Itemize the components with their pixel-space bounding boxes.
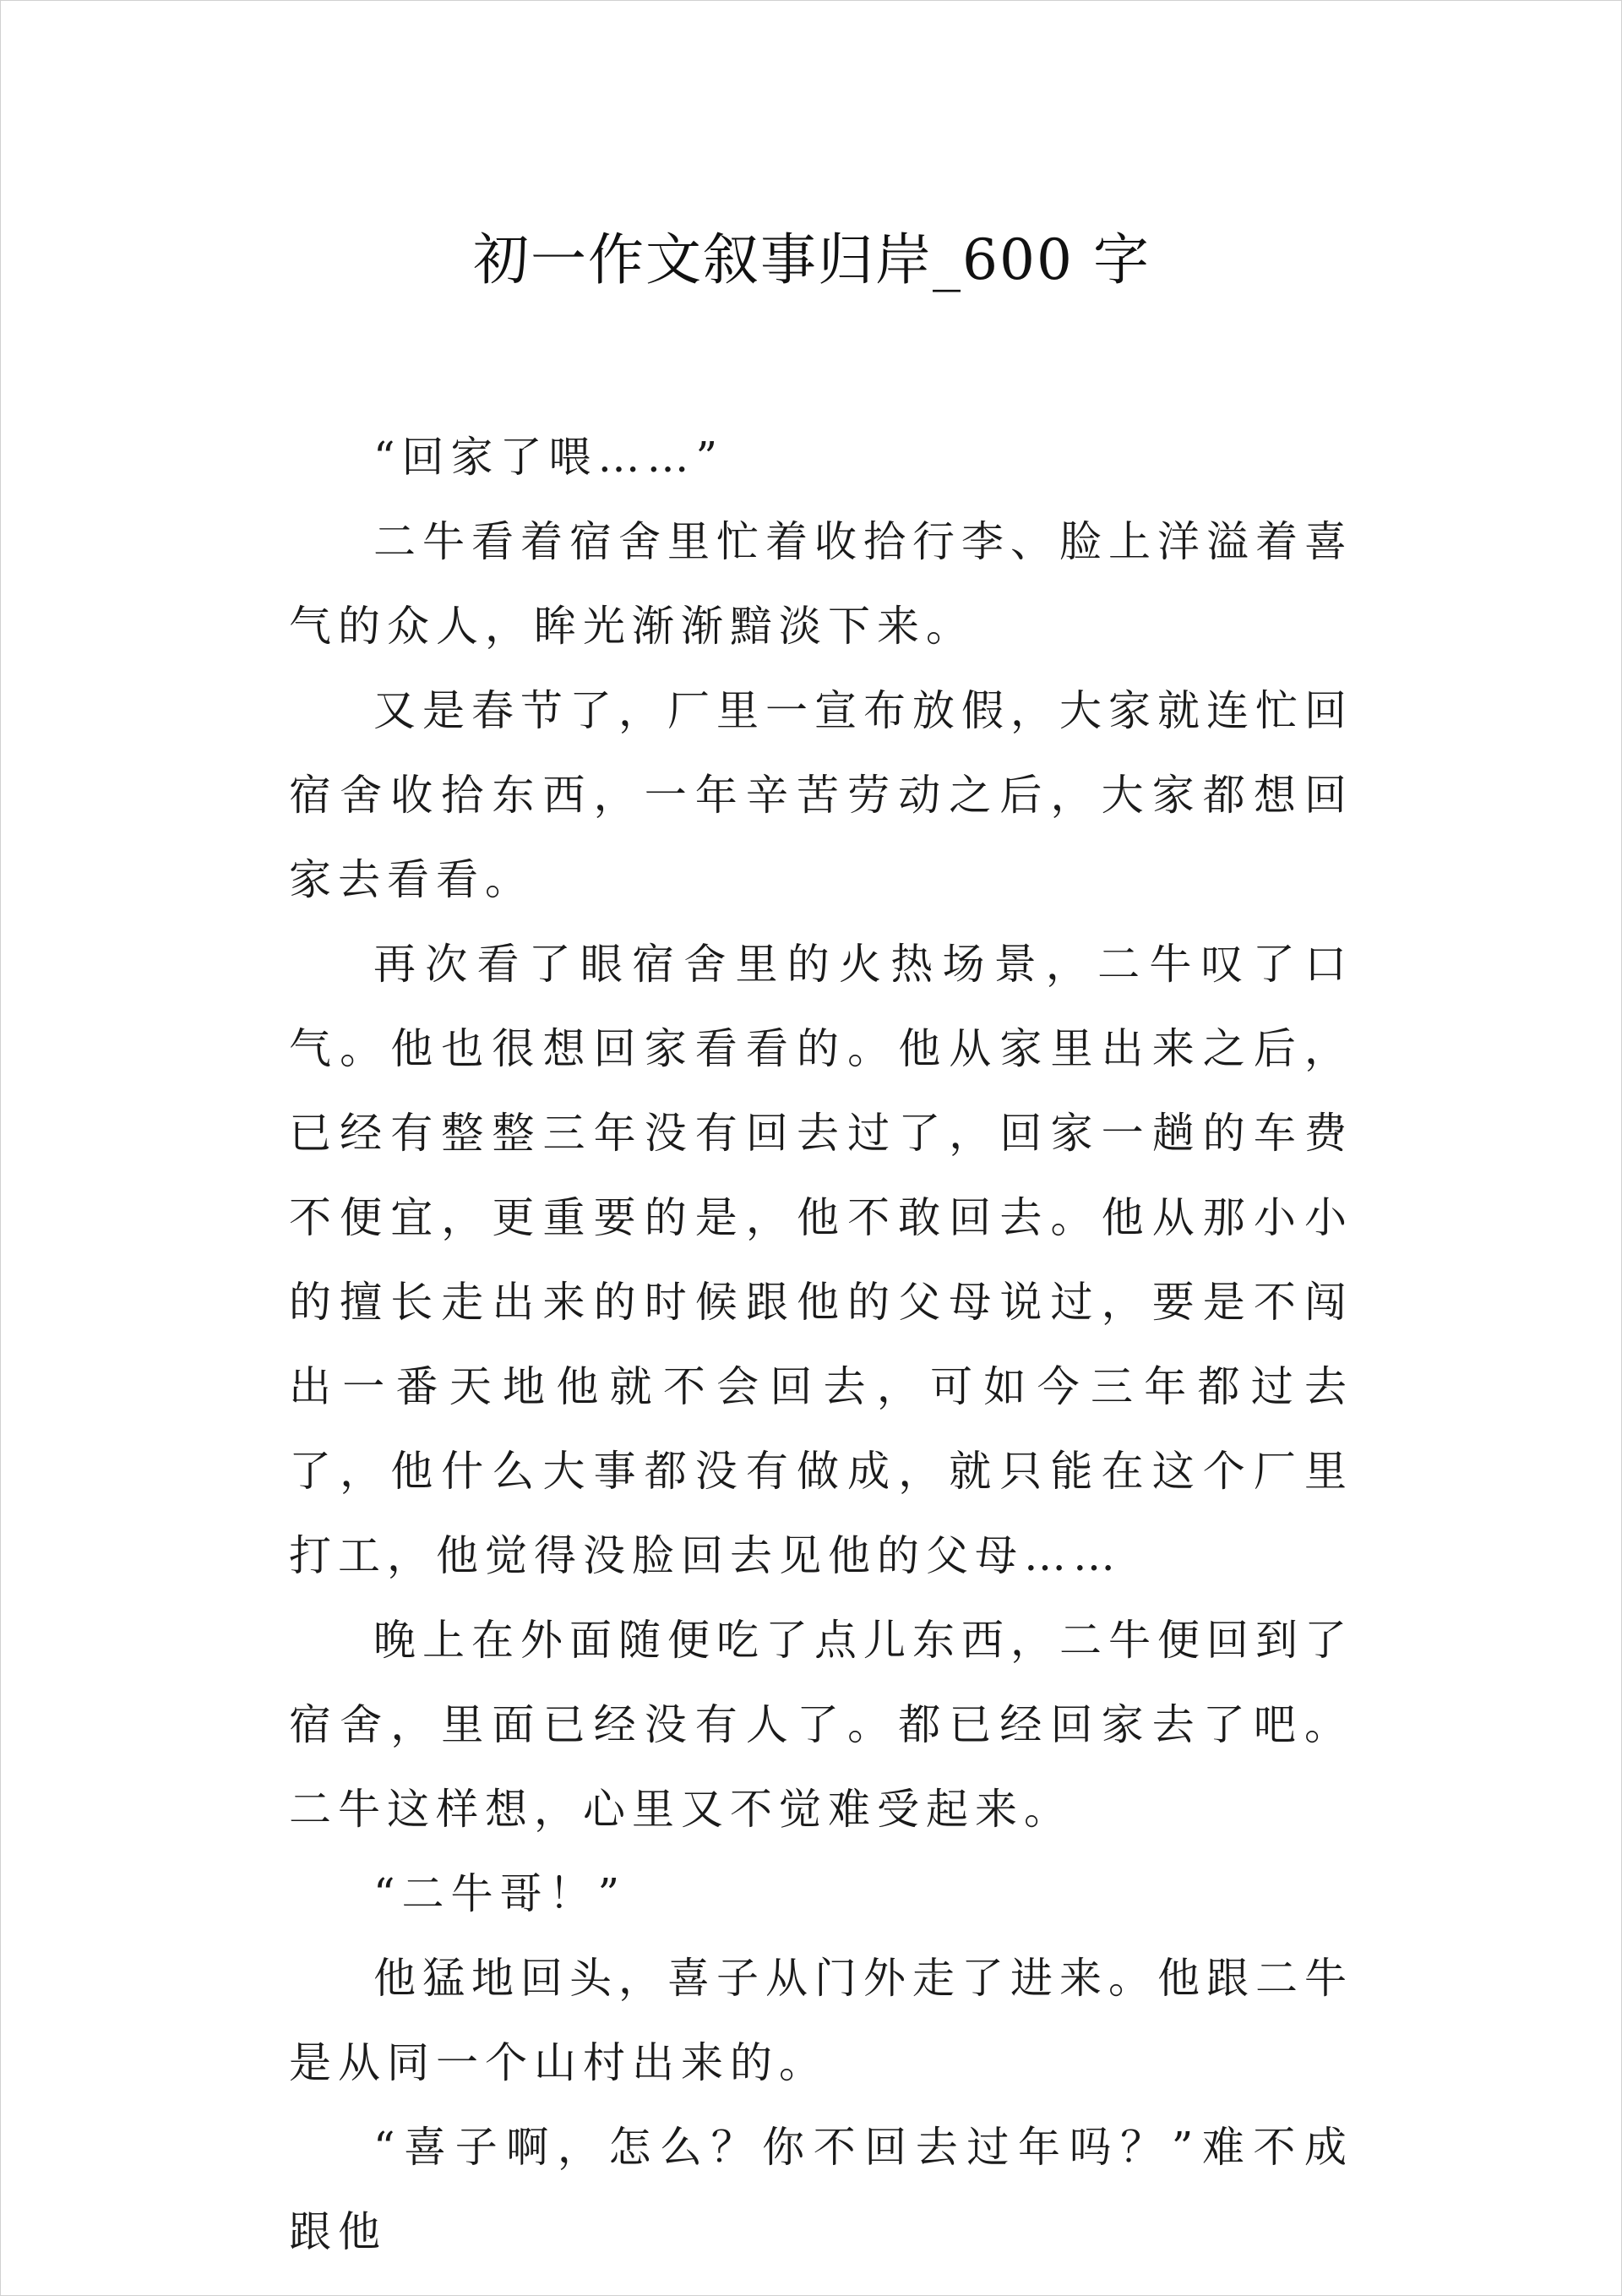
paragraph: 二牛看着宿舍里忙着收拾行李、脸上洋溢着喜气的众人，眸光渐渐黯淡下来。 <box>289 517 1353 651</box>
document-body <box>289 415 1353 2274</box>
paragraph: 又是春节了，厂里一宣布放假，大家就连忙回宿舍收拾东西，一年辛苦劳动之后，大家都想回家去看看。 <box>289 686 1353 904</box>
paragraph: 晚上在外面随便吃了点儿东西，二牛便回到了宿舍，里面已经没有人了。都已经回家去了吧。二牛这样想，心里又不觉难受起来。 <box>289 1616 1353 1834</box>
paragraph: “二牛哥！” <box>373 1869 627 1918</box>
paragraph: “回家了喂……” <box>373 433 725 482</box>
document-title: 初一作文叙事归岸_600 字 <box>473 227 1151 292</box>
paragraph: “喜子啊，怎么？你不回去过年吗？”难不成跟他 <box>289 2123 1353 2256</box>
paragraph: 他猛地回头，喜子从门外走了进来。他跟二牛是从同一个山村出来的。 <box>289 1954 1353 2087</box>
paragraph: 再次看了眼宿舍里的火热场景，二牛叹了口气。他也很想回家看看的。他从家里出来之后，已经有整整三年没有回去过了，回家一趟的车费不便宜，更重要的是，他不敢回去。他从那小小的擅长走出来的时候跟他的父母说过，要是不闯出一番天地他就不会回去，可如今三年都过去了，他什么大事都没有做成，就只能在这个厂里打工，他觉得没脸回去见他的父母…… <box>289 940 1353 1580</box>
